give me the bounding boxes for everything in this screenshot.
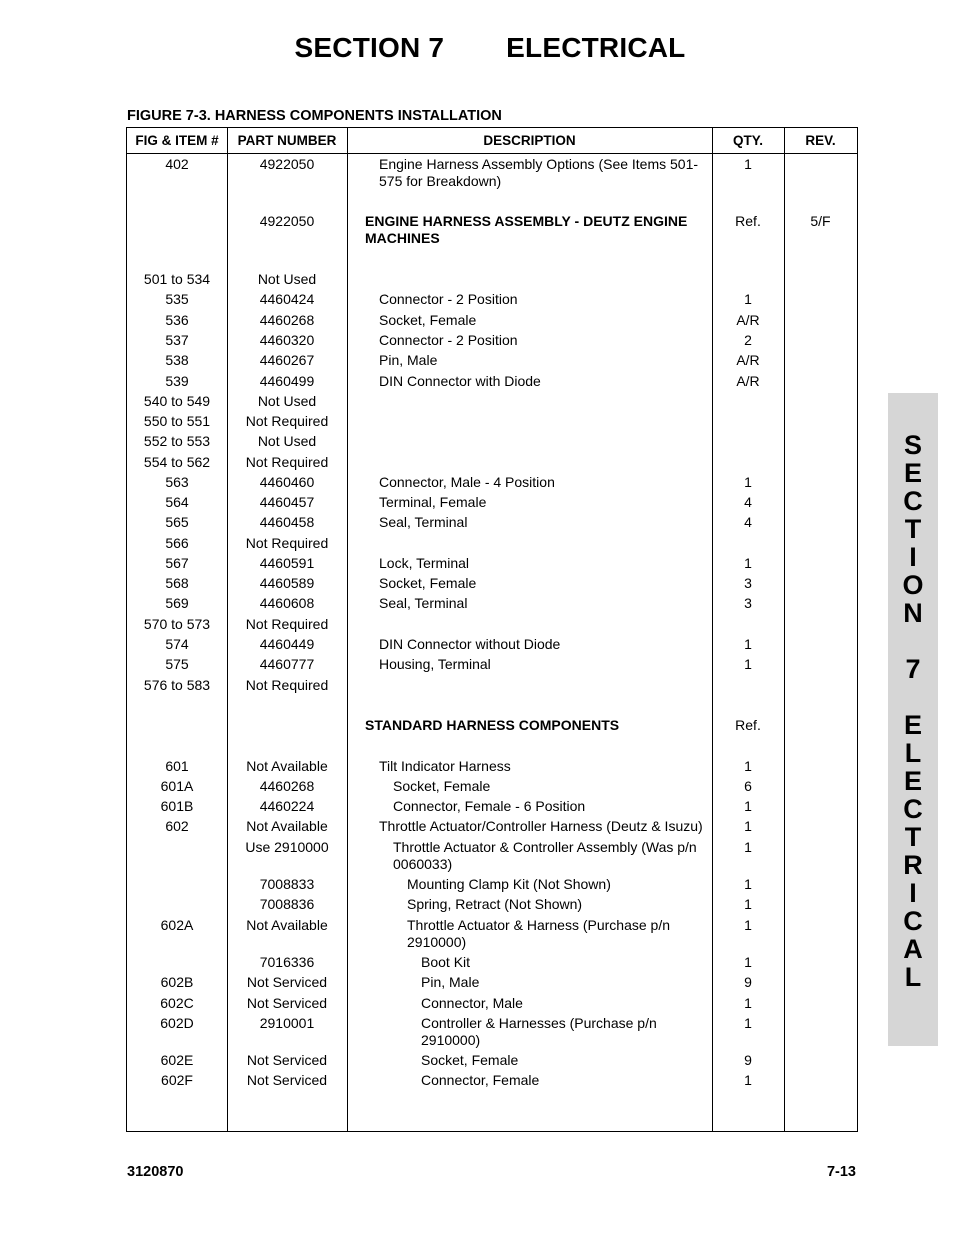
cell-fig-item: 574: [165, 636, 189, 652]
cell-qty: 1: [744, 798, 752, 814]
cell-description: Housing, Terminal: [379, 656, 491, 672]
page-number: 7-13: [826, 1164, 856, 1180]
cell-description: DIN Connector without Diode: [379, 636, 561, 652]
cell-description: STANDARD HARNESS COMPONENTS: [365, 717, 620, 733]
cell-fig-item: 552 to 553: [143, 433, 211, 449]
cell-qty: 1: [744, 1015, 752, 1031]
side-tab-letter: N: [903, 598, 923, 628]
cell-fig-item: 576 to 583: [143, 677, 211, 693]
cell-qty: 3: [744, 575, 752, 591]
cell-qty: 1: [744, 995, 752, 1011]
side-tab-letter: 7: [905, 654, 921, 684]
cell-fig-item: 602C: [160, 995, 194, 1011]
cell-description: Throttle Actuator/Controller Harness (Deutz & Isuzu): [379, 818, 703, 834]
cell-qty: 6: [744, 778, 752, 794]
cell-part-number: Use 2910000: [245, 839, 329, 855]
cell-part-number: Not Required: [245, 535, 329, 551]
cell-qty: 1: [744, 291, 752, 307]
section-name: ELECTRICAL: [506, 32, 686, 63]
cell-fig-item: 602A: [160, 917, 194, 933]
cell-fig-item: 564: [165, 494, 189, 510]
side-tab-letter: T: [904, 822, 922, 852]
cell-part-number: 4460224: [259, 798, 315, 814]
cell-fig-item: 538: [165, 352, 189, 368]
cell-qty: 1: [744, 818, 752, 834]
side-tab-letter: O: [902, 570, 924, 600]
doc-number: 3120870: [127, 1164, 184, 1180]
cell-fig-item: 601: [165, 758, 189, 774]
cell-part-number: 4460499: [259, 373, 315, 389]
cell-fig-item: 602E: [160, 1052, 194, 1068]
cell-description: Connector, Male - 4 Position: [379, 474, 555, 490]
col-header-part-number: PART NUMBER: [237, 133, 337, 148]
cell-fig-item: 569: [165, 595, 189, 611]
cell-qty: 1: [744, 156, 752, 172]
cell-qty: 9: [744, 974, 752, 990]
cell-part-number: 4460268: [259, 312, 315, 328]
figure-title: FIGURE 7-3. HARNESS COMPONENTS INSTALLATION: [127, 108, 502, 124]
cell-qty: 1: [744, 555, 752, 571]
cell-part-number: Not Required: [245, 616, 329, 632]
cell-fig-item: 566: [165, 535, 189, 551]
side-tab-letter: C: [903, 794, 923, 824]
cell-qty: 4: [744, 514, 752, 530]
cell-qty: 1: [744, 839, 752, 855]
cell-description: Seal, Terminal: [379, 595, 468, 611]
side-tab-letter: E: [903, 766, 922, 796]
side-tab-letter: E: [903, 458, 922, 488]
cell-part-number: Not Used: [257, 393, 317, 409]
cell-description: Socket, Female: [393, 778, 491, 794]
cell-part-number: 4460777: [259, 656, 315, 672]
cell-description: Throttle Actuator & Controller Assembly (Was p/n 0060033): [393, 839, 697, 872]
cell-description: Seal, Terminal: [379, 514, 468, 530]
cell-fig-item: 567: [165, 555, 189, 571]
side-tab-letter: R: [903, 850, 923, 880]
cell-qty: 1: [744, 474, 752, 490]
cell-part-number: Not Used: [257, 271, 317, 287]
cell-description: Socket, Female: [421, 1052, 519, 1068]
side-tab-letter: C: [903, 906, 923, 936]
cell-description: Pin, Male: [379, 352, 438, 368]
cell-part-number: 4460449: [259, 636, 315, 652]
cell-fig-item: 601A: [160, 778, 194, 794]
cell-description: Connector - 2 Position: [379, 332, 518, 348]
cell-fig-item: 402: [165, 156, 189, 172]
section-number: SECTION 7: [294, 32, 445, 63]
cell-description: Spring, Retract (Not Shown): [407, 896, 583, 912]
cell-description: Engine Harness Assembly Options (See Items 501-575 for Breakdown): [379, 156, 699, 189]
cell-part-number: 7016336: [259, 954, 315, 970]
cell-fig-item: 535: [165, 291, 189, 307]
cell-part-number: 2910001: [259, 1015, 315, 1031]
side-tab-letter: A: [903, 934, 923, 964]
cell-fig-item: 536: [165, 312, 189, 328]
cell-part-number: Not Available: [246, 758, 328, 774]
cell-description: Socket, Female: [379, 575, 477, 591]
cell-part-number: 7008836: [259, 896, 315, 912]
table-body: [127, 128, 857, 1131]
side-tab-letter: I: [909, 542, 917, 572]
col-header-description: DESCRIPTION: [483, 133, 576, 148]
cell-description: Connector, Female - 6 Position: [393, 798, 586, 814]
cell-description: Mounting Clamp Kit (Not Shown): [407, 876, 611, 892]
cell-part-number: 4460460: [259, 474, 315, 490]
cell-part-number: Not Available: [246, 917, 328, 933]
cell-fig-item: 563: [165, 474, 189, 490]
cell-description: Lock, Terminal: [379, 555, 470, 571]
cell-qty: A/R: [736, 312, 760, 328]
col-header-fig-item: FIG & ITEM #: [135, 133, 219, 148]
cell-part-number: Not Serviced: [246, 1072, 328, 1088]
cell-qty: 1: [744, 1072, 752, 1088]
cell-fig-item: 537: [165, 332, 189, 348]
cell-qty: 4: [744, 494, 752, 510]
cell-description: Tilt Indicator Harness: [379, 758, 511, 774]
cell-part-number: 4460268: [259, 778, 315, 794]
side-tab-label: [888, 431, 938, 991]
cell-description: Controller & Harnesses (Purchase p/n 2910000): [421, 1015, 657, 1048]
col-header-qty: QTY.: [732, 133, 763, 148]
side-tab-letter: L: [904, 738, 922, 768]
cell-fig-item: 602B: [160, 974, 194, 990]
cell-part-number: 4460457: [259, 494, 315, 510]
cell-fig-item: 602D: [160, 1015, 194, 1031]
cell-qty: 1: [744, 656, 752, 672]
cell-part-number: 4460320: [259, 332, 315, 348]
cell-part-number: Not Required: [245, 413, 329, 429]
cell-fig-item: 550 to 551: [143, 413, 211, 429]
cell-part-number: 4460424: [259, 291, 315, 307]
cell-qty: Ref.: [735, 213, 761, 229]
side-tab-letter: [888, 683, 938, 711]
cell-fig-item: 501 to 534: [143, 271, 211, 287]
cell-part-number: 4460608: [259, 595, 315, 611]
cell-part-number: Not Required: [245, 677, 329, 693]
section-header: [0, 32, 954, 64]
cell-part-number: 4460267: [259, 352, 315, 368]
cell-fig-item: 570 to 573: [143, 616, 211, 632]
cell-part-number: Not Serviced: [246, 995, 328, 1011]
col-header-rev: REV.: [805, 133, 836, 148]
cell-part-number: Not Serviced: [246, 1052, 328, 1068]
cell-qty: 1: [744, 758, 752, 774]
cell-qty: 1: [744, 896, 752, 912]
cell-qty: 1: [744, 636, 752, 652]
cell-description: DIN Connector with Diode: [379, 373, 541, 389]
cell-fig-item: 539: [165, 373, 189, 389]
cell-qty: 1: [744, 954, 752, 970]
cell-qty: A/R: [736, 352, 760, 368]
side-tab-letter: E: [903, 710, 922, 740]
cell-part-number: 7008833: [259, 876, 315, 892]
cell-part-number: 4460458: [259, 514, 315, 530]
cell-qty: 3: [744, 595, 752, 611]
cell-description: Boot Kit: [421, 954, 471, 970]
cell-description: Throttle Actuator & Harness (Purchase p/n 2910000): [407, 917, 671, 950]
cell-part-number: 4460589: [259, 575, 315, 591]
cell-qty: 1: [744, 917, 752, 933]
cell-qty: 2: [744, 332, 752, 348]
cell-description: Connector - 2 Position: [379, 291, 518, 307]
side-tab-letter: [888, 627, 938, 655]
side-tab-letter: L: [904, 962, 922, 992]
cell-description: Socket, Female: [379, 312, 477, 328]
side-tab-letter: C: [903, 486, 923, 516]
cell-rev: 5/F: [810, 213, 831, 229]
cell-description: Connector, Female: [421, 1072, 540, 1088]
cell-fig-item: 602F: [161, 1072, 193, 1088]
cell-fig-item: 602: [165, 818, 189, 834]
cell-part-number: Not Available: [246, 818, 328, 834]
cell-part-number: 4922050: [259, 213, 315, 229]
cell-fig-item: 575: [165, 656, 189, 672]
cell-fig-item: 540 to 549: [143, 393, 211, 409]
cell-qty: 9: [744, 1052, 752, 1068]
side-tab-letter: T: [904, 514, 922, 544]
cell-qty: Ref.: [735, 717, 761, 733]
section-side-tab: [888, 393, 938, 1046]
cell-part-number: 4460591: [259, 555, 315, 571]
cell-fig-item: 568: [165, 575, 189, 591]
parts-table: [126, 127, 858, 1132]
cell-description: Connector, Male: [421, 995, 523, 1011]
cell-description: Pin, Male: [421, 974, 480, 990]
cell-description: Terminal, Female: [379, 494, 487, 510]
side-tab-letter: S: [903, 430, 922, 460]
cell-part-number: Not Used: [257, 433, 317, 449]
cell-fig-item: 565: [165, 514, 189, 530]
side-tab-letter: I: [909, 878, 917, 908]
cell-part-number: Not Serviced: [246, 974, 328, 990]
cell-qty: 1: [744, 876, 752, 892]
cell-fig-item: 601B: [160, 798, 194, 814]
cell-qty: A/R: [736, 373, 760, 389]
cell-fig-item: 554 to 562: [143, 454, 211, 470]
cell-description: ENGINE HARNESS ASSEMBLY - DEUTZ ENGINE MACHINES: [365, 213, 688, 246]
cell-part-number: Not Required: [245, 454, 329, 470]
cell-part-number: 4922050: [259, 156, 315, 172]
